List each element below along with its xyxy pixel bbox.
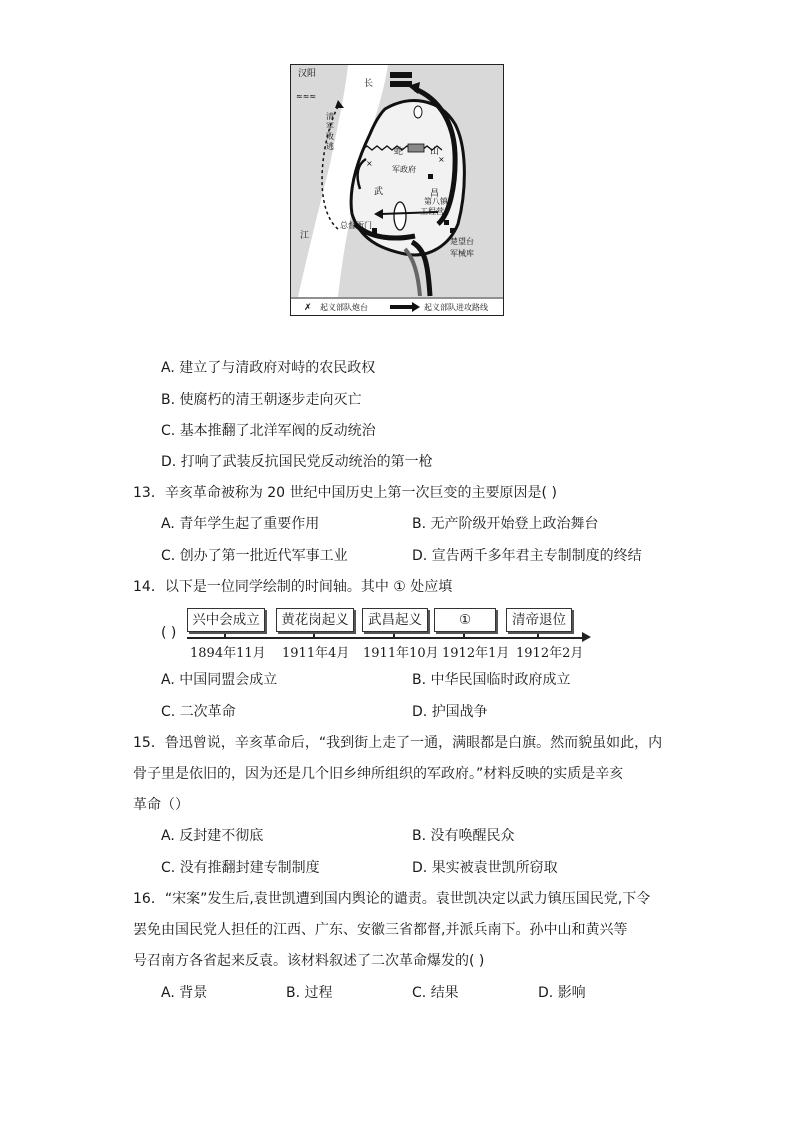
q16-option-b[interactable]	[286, 983, 333, 1003]
map-label-chuwangtai: 楚望台	[450, 237, 474, 246]
option-letter: A.	[161, 985, 175, 1001]
option-letter: D.	[412, 548, 428, 564]
option-letter: B.	[412, 516, 427, 532]
option-text: 果实被袁世凯所窃取	[431, 860, 558, 876]
q12-option-c[interactable]	[161, 421, 376, 441]
option-text: 过程	[304, 985, 333, 1001]
option-letter: A.	[161, 828, 175, 844]
timeline-arrow	[582, 632, 591, 642]
q15-stem-line-3: 革命（）	[133, 797, 189, 813]
q14-option-c[interactable]	[161, 702, 236, 722]
map-label-chang-city: 昌	[430, 189, 440, 199]
svg-text:≈≈≈: ≈≈≈	[296, 92, 317, 101]
q16-option-a[interactable]	[161, 983, 207, 1003]
option-letter: B.	[161, 392, 176, 408]
q13-option-d[interactable]	[412, 546, 642, 566]
option-text: 反封建不彻底	[179, 828, 264, 844]
q12-option-d[interactable]	[161, 452, 433, 472]
q12-option-a[interactable]	[161, 358, 375, 378]
map-label-zongdufu: 总督衙门	[340, 221, 372, 230]
map-label-junxieku: 军械库	[450, 249, 474, 258]
option-letter: A.	[161, 516, 175, 532]
q14-stem: 14．以下是一位同学绘制的时间轴。其中 ① 处应填	[133, 579, 453, 595]
svg-text:清 军 败 逃: 清 军 败 逃	[326, 112, 334, 151]
timeline-axis	[187, 637, 587, 639]
q13-option-b[interactable]	[412, 514, 599, 534]
option-letter: C.	[412, 985, 427, 1001]
option-text: 使腐朽的清王朝逐步走向灭亡	[179, 392, 362, 408]
svg-text:×: ×	[366, 159, 373, 168]
q15-option-c[interactable]	[161, 858, 320, 878]
map-legend-route: 起义部队进攻路线	[424, 303, 488, 312]
option-letter: D.	[538, 985, 554, 1001]
timeline-date-3: 1911年10月	[363, 646, 439, 661]
option-letter: D.	[412, 704, 428, 720]
option-letter: B.	[286, 985, 301, 1001]
timeline-event-5: 清帝退位	[506, 608, 572, 632]
option-text: 影响	[557, 985, 586, 1001]
q16-stem-line-2: 罢免由国民党人担任的江西、广东、安徽三省都督,并派兵南下。孙中山和黄兴等	[133, 922, 628, 938]
timeline-event-2: 黄花岗起义	[276, 608, 354, 632]
option-text: 宣告两千多年君主专制制度的终结	[431, 548, 642, 564]
option-text: 结果	[430, 985, 459, 1001]
q14-option-a[interactable]	[161, 670, 277, 690]
q14-option-d[interactable]	[412, 702, 488, 722]
q13-stem: 13．辛亥革命被称为 20 世纪中国历史上第一次巨变的主要原因是( )	[133, 485, 557, 501]
map-label-qing-retreat: 清	[326, 112, 334, 121]
timeline-date-1: 1894年11月	[190, 646, 266, 661]
q16-stem-line-1: 16．“宋案”发生后,袁世凯遭到国内舆论的谴责。袁世凯决定以武力镇压国民党,下令	[133, 891, 651, 907]
option-text: 二次革命	[179, 704, 236, 720]
q13-option-a[interactable]	[161, 514, 319, 534]
q16-option-d[interactable]	[538, 983, 586, 1003]
q16-stem-line-3: 号召南方各省起来反袁。该材料叙述了二次革命爆发的( )	[133, 953, 485, 969]
option-text: 没有唤醒民众	[430, 828, 515, 844]
option-letter: D.	[161, 454, 177, 470]
timeline-date-2: 1911年4月	[282, 646, 350, 661]
option-text: 中国同盟会成立	[179, 672, 278, 688]
option-letter: C.	[161, 423, 176, 439]
option-text: 基本推翻了北洋军阀的反动统治	[179, 423, 376, 439]
option-text: 护国战争	[431, 704, 488, 720]
map-label-chang: 长	[364, 79, 374, 89]
map-label-hanyang: 汉阳	[298, 69, 317, 79]
q12-option-b[interactable]	[161, 390, 362, 410]
option-text: 中华民国临时政府成立	[430, 672, 571, 688]
option-text: 打响了武装反抗国民党反动统治的第一枪	[180, 454, 433, 470]
svg-text:×: ×	[438, 155, 445, 164]
option-letter: A.	[161, 672, 175, 688]
map-label-she: 蛇	[394, 147, 404, 157]
option-letter: B.	[412, 672, 427, 688]
map-legend-artillery: 起义部队炮台	[320, 303, 368, 312]
map-label-wu: 武	[374, 187, 384, 197]
map-label-junzhengfu: 军政府	[392, 165, 416, 174]
option-letter: A.	[161, 360, 175, 376]
q14-option-b[interactable]	[412, 670, 571, 690]
map-label-gongchengying: 工程营	[420, 207, 444, 216]
option-text: 无产阶级开始登上政治舞台	[430, 516, 599, 532]
map-label-jiang: 江	[300, 231, 310, 241]
option-text: 背景	[179, 985, 208, 1001]
option-text: 没有推翻封建专制制度	[179, 860, 320, 876]
q15-stem-line-1: 15．鲁迅曾说，辛亥革命后，“我到街上走了一通，满眼都是白旗。然而貌虽如此，内	[133, 735, 663, 751]
svg-text:✗: ✗	[304, 303, 312, 313]
option-text: 青年学生起了重要作用	[179, 516, 320, 532]
map-label-di-ba-zhen: 第八镇	[424, 197, 448, 206]
timeline-date-4: 1912年1月	[442, 646, 510, 661]
q15-option-a[interactable]	[161, 826, 263, 846]
timeline-event-1: 兴中会成立	[187, 608, 265, 632]
q15-stem-line-2: 骨子里是依旧的，因为还是几个旧乡绅所组织的军政府。”材料反映的实质是辛亥	[133, 766, 624, 782]
option-letter: C.	[161, 860, 176, 876]
wuchang-uprising-map	[290, 64, 504, 316]
option-letter: B.	[412, 828, 427, 844]
option-letter: C.	[161, 548, 176, 564]
q13-option-c[interactable]	[161, 546, 348, 566]
map-label-shan: 山	[430, 147, 440, 157]
q14-paren: ( )	[161, 625, 177, 641]
option-letter: C.	[161, 704, 176, 720]
option-letter: D.	[412, 860, 428, 876]
timeline-event-4: ①	[434, 608, 496, 632]
option-text: 创办了第一批近代军事工业	[179, 548, 348, 564]
option-text: 建立了与清政府对峙的农民政权	[179, 360, 376, 376]
q15-option-b[interactable]	[412, 826, 515, 846]
timeline-date-5: 1912年2月	[516, 646, 584, 661]
q15-option-d[interactable]	[412, 858, 558, 878]
q16-option-c[interactable]	[412, 983, 459, 1003]
timeline-event-3: 武昌起义	[362, 608, 428, 632]
